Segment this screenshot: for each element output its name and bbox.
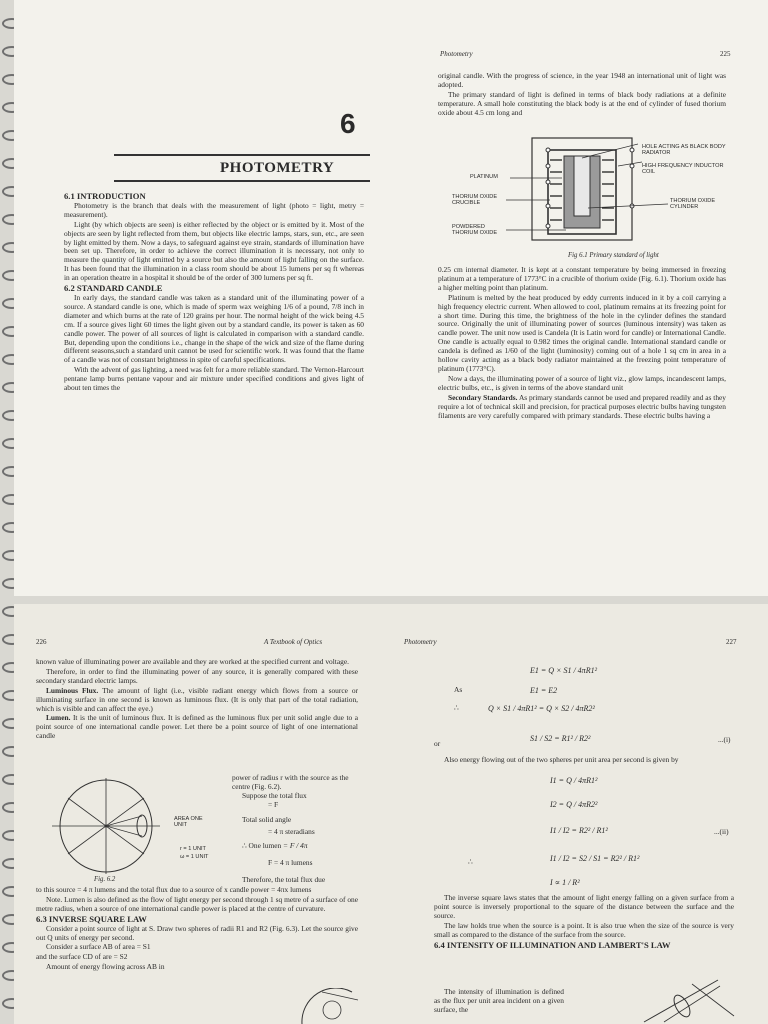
text-line: = 4 π steradians [268, 826, 315, 836]
equation: = F / 4π [283, 841, 308, 851]
paragraph: Now a days, the illuminating power of a source of light viz., glow lamps, incandescent lamps, electric bulbs, etc., is given in terms of the above standard unit [438, 373, 726, 392]
fig-label-hole: HOLE ACTING AS BLACK BODY RADIATOR [642, 144, 726, 156]
paragraph: The intensity of illumination is defined as the flux per unit area incident on a given surface, the [434, 987, 564, 1014]
paragraph [36, 687, 358, 714]
text-line: Suppose the total flux [242, 790, 307, 800]
paragraph-text: It is the unit of luminous flux. It is defined as the luminous flux per unit solid angle due to a point source of one international candle power. Let there be a point source of light of one international candle [36, 713, 358, 741]
paragraph-text: As primary standards cannot be used and prepared readily and as they require a lot of technical skill and precision, for practical purposes electric bulbs having tungsten filaments are very carefully compared with primary standards. These electric bulbs having a [438, 392, 726, 420]
paragraph: Amount of energy flowing across AB in [46, 962, 165, 972]
fig-label-cylinder: THORIUM OXIDE CYLINDER [670, 198, 716, 210]
section-heading: 6.1 INTRODUCTION [64, 191, 146, 201]
title-rule-bottom [114, 180, 370, 182]
right-page-text-3 [434, 988, 564, 1016]
paragraph: The law holds true when the source is a point. It is also true when the size of the source is very small as compared to the distance of the surface from the source. [434, 920, 734, 939]
figure-caption: Fig 6.1 Primary standard of light [568, 252, 659, 259]
fig-label-omega: ω = 1 UNIT [180, 854, 209, 860]
left-page-side-text [232, 774, 358, 885]
paragraph: Photometry is the branch that deals with the measurement of light (photo = light, metry = measurement). [64, 200, 364, 219]
right-column-top [438, 72, 726, 119]
right-page-text-2 [434, 894, 734, 950]
chapter-number: 6 [340, 108, 356, 139]
text-line: ∴ One lumen [242, 841, 282, 851]
running-head: A Textbook of Optics [264, 638, 323, 646]
fig-label-crucible: THORIUM OXIDE CRUCIBLE [452, 194, 498, 206]
paragraph: Consider a surface AB of area = S1 [46, 942, 151, 952]
paragraph: to this source = 4 π lumens and the total flux due to a source of x candle power = 4πx lumens [36, 885, 312, 894]
fig-label-area: AREA ONE UNIT [174, 816, 203, 828]
right-page-text-1 [434, 756, 734, 766]
equation-tag: ...(ii) [714, 827, 729, 836]
figure-caption: Fig. 6.2 [94, 876, 116, 883]
fig-label-coil: HIGH FREQUENCY INDUCTOR COIL [642, 163, 724, 175]
page-number: 225 [720, 50, 731, 58]
text-line: F = 4 π lumens [268, 858, 313, 868]
text-line: = F [268, 799, 279, 809]
paragraph: The primary standard of light is defined in terms of black body radiations at a definite temperature. A small hole constituting the black body is at the end of cylinder of fused thorium oxide about 4.5 cm long and [438, 89, 726, 117]
section-heading: 6.3 INVERSE SQUARE LAW [36, 913, 147, 924]
text-line: Total solid angle [242, 814, 292, 824]
therefore-symbol: ∴ [454, 703, 459, 712]
fig-label-radius: r = 1 UNIT [180, 846, 206, 852]
left-page-text-bottom [36, 886, 358, 973]
equation: I1 / I2 = R2² / R1² [550, 826, 608, 835]
left-page-text-top [36, 658, 358, 742]
word-or: or [434, 739, 441, 748]
paragraph: In early days, the standard candle was taken as a standard unit of the illuminating power of a source. A standard candle is one, which is made of sperm wax weighing 1/6 of a pound, 7/8 inch in diameter and which burns at the rate of 120 grains per hour. The normal height of the wick being 4.5 cm. If a source gives light 60 times the light given out by a standard candle, its power is taken as 60 candle power. The power of all sources of light is calculated in comparison with a standard candle. But, depending upon the conditions i.e., change in the shape of the wick and size of the flame during different seasons,such a standard unit cannot be used for scientific work. It was found that the flame of a candle was not of constant brightness in spite of careful specifications. [64, 292, 364, 365]
paragraph: Consider a point source of light at S. Draw two spheres of radii R1 and R2 (Fig. 6.3). Let the source give out Q units of energy per second. [36, 923, 358, 942]
paragraph: original candle. With the progress of science, in the year 1948 an international unit of light was adopted. [438, 71, 726, 89]
paragraph [36, 714, 358, 741]
paragraph: Platinum is melted by the heat produced by eddy currents induced in it by a coil carrying a high frequency electric current. When allowed to cool, platinum remains at its freezing point for a short time. During this time, the brightness of the hole in the cylinder defines the standard source. Originally the unit of illuminating power of sources (luminous intensity) was taken as candle power. The unit now used is Candela (It is Latin word for candle) or International Candle. One candle is actually equal to 0.982 times the original candle. International standard candle or candela is defined as 1/60 of the light (luminosity) coming out of a hole 1 sq cm in area in a hollow cavity acting as a black body radiator maintained at the freezing point temperature of platinum (1773°C). [438, 292, 726, 373]
text-line: power of radius r with the source as the centre (Fig. 6.2). [232, 773, 349, 791]
paragraph: and the surface CD of are = S2 [36, 952, 128, 962]
equation: E1 = E2 [530, 686, 558, 695]
fig-label-platinum: PLATINUM [470, 174, 498, 180]
paragraph-lead: Secondary Standards. [448, 392, 518, 402]
paragraph: Also energy flowing out of the two spheres per unit area per second is given by [444, 755, 679, 764]
paragraph-lead: Luminous Flux. [46, 685, 99, 695]
figure-lambert [634, 976, 744, 1024]
equation: I2 = Q / 4πR2² [550, 800, 598, 809]
word-as: As [454, 685, 463, 694]
paragraph-lead: Lumen. [46, 713, 71, 723]
paragraph: The inverse square laws states that the amount of light energy falling on a given surface from a point source is inversely proportional to the square of the distance between the surface and the source. [434, 893, 734, 920]
text-line: Therefore, the total flux due [242, 875, 326, 885]
equation: S1 / S2 = R1² / R2² [530, 734, 591, 743]
running-head: Photometry [440, 50, 473, 58]
equation: I ∝ 1 / R² [550, 878, 580, 887]
equation: E1 = Q × S1 / 4πR1² [530, 666, 597, 675]
paragraph: Therefore, in order to find the illuminating power of any source, it is generally compared with these secondary standard electric lamps. [36, 666, 358, 685]
paragraph: With the advent of gas lighting, a need was felt for a more reliable standard. The Vernon-Harcourt pentane lamp burns pentane vapour and air mixture under specified conditions and gives light of about ten times the [64, 365, 364, 393]
paragraph: Note. Lumen is also defined as the flow of light energy per second through 1 sq metre of a surface of one metre radius, when a source of one international candle power is placed at the centre of curvature. [36, 894, 358, 913]
title-rule-top [114, 154, 370, 156]
right-column-bottom [438, 266, 726, 421]
running-head: Photometry [404, 638, 437, 646]
top-page [14, 0, 768, 596]
page-number: 226 [36, 638, 47, 646]
fig-label-powdered: POWDERED THORIUM OXIDE [452, 224, 498, 236]
chapter-title: PHOTOMETRY [220, 160, 335, 176]
equation: I1 = Q / 4πR1² [550, 776, 598, 785]
section-heading: 6.2 STANDARD CANDLE [64, 283, 163, 294]
paragraph: known value of illuminating power are available and they are worked at the specified current and voltage. [36, 657, 349, 666]
equation-tag: ...(i) [718, 735, 731, 744]
paragraph: 0.25 cm internal diameter. It is kept at a constant temperature by being immersed in freezing platinum at a temperature of 1773°C in a crucible of thorium oxide (Fig. 6.1). Thorium oxide has a higher melting point than platinum. [438, 265, 726, 292]
paragraph: Light (by which objects are seen) is either reflected by the object or is emitted by it. Most of the objects are seen by light reflected from them, but objects like electric lamps, stars, sun, etc., are seen by light emitted by them. Now a days, to safeguard against eye strain, standards of illumination have been set up. Therefore, in order to achieve the correct illumination it is necessary, not only to measure the quantity of light emitted by a source but also the amount of light falling on the surface. It has been found that the illumination in a class room should be about 15 lumens per sq ft whereas in an operation theatre in a hospital it should be of the order of 300 lumens per sq ft. [64, 219, 364, 283]
section-heading: 6.4 INTENSITY OF ILLUMINATION AND LAMBERT'S LAW [434, 939, 671, 950]
paragraph-text: The amount of light (i.e., visible radiant energy which flows from a source or illuminating surface in one second is known as luminous flux. (It is only that part of the total radiation, which is visible and can affect the eye.) [36, 685, 358, 713]
equation: I1 / I2 = S2 / S1 = R2² / R1² [550, 854, 640, 863]
bottom-spread [14, 604, 768, 1024]
figure-inverse-square [292, 988, 362, 1024]
left-column [64, 192, 364, 394]
equation: Q × S1 / 4πR1² = Q × S2 / 4πR2² [488, 704, 595, 713]
therefore-symbol: ∴ [468, 857, 473, 866]
paragraph [438, 394, 726, 421]
page-number: 227 [726, 638, 737, 646]
